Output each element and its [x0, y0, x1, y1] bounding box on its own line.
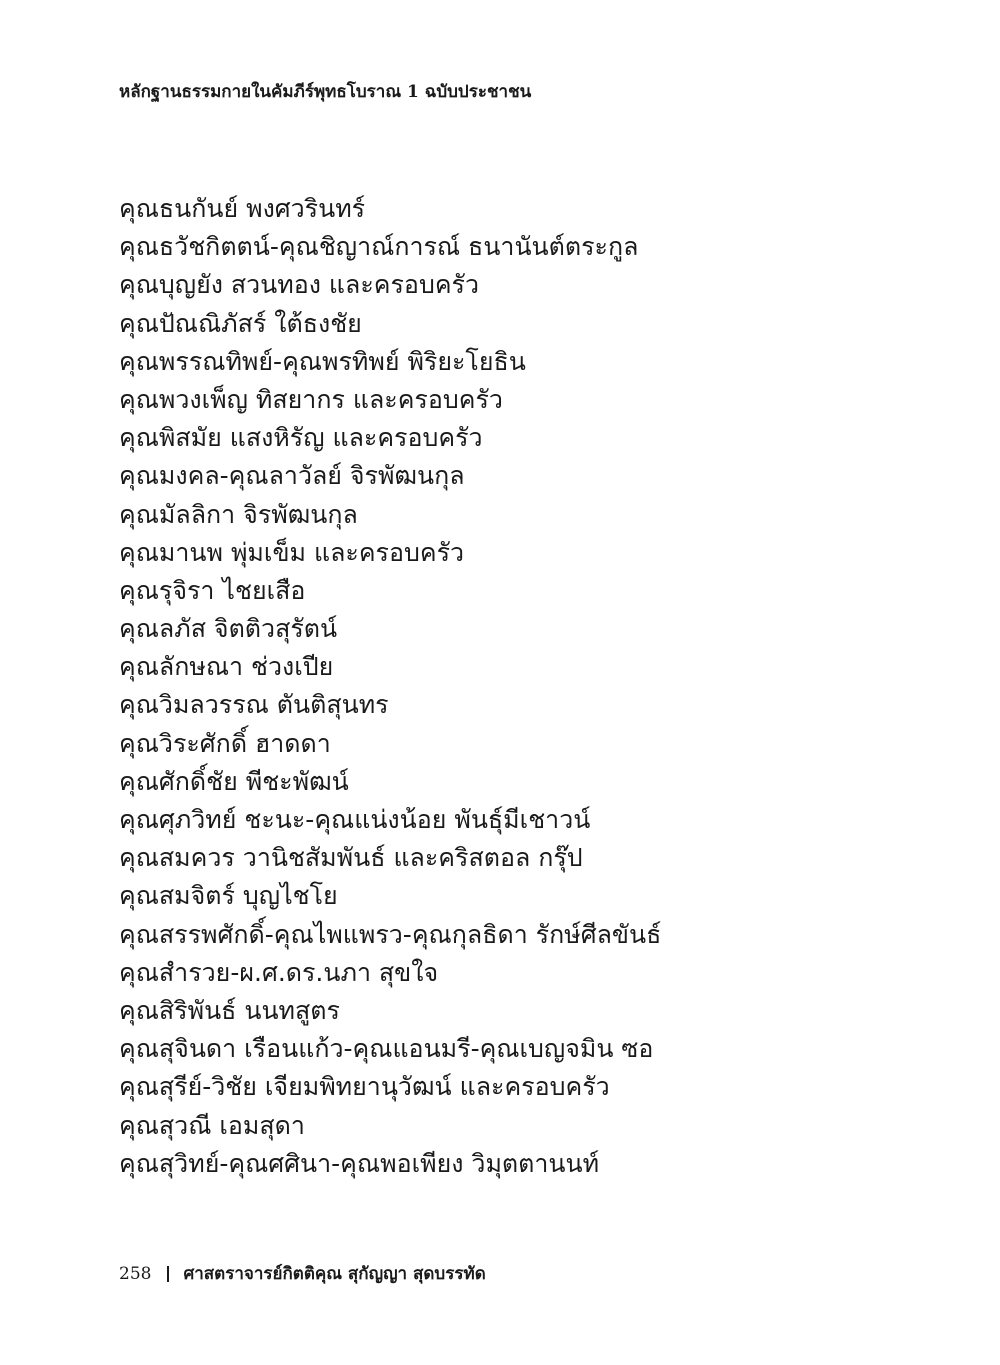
- list-item: คุณธวัชกิตตน์-คุณชิญาณ์การณ์ ธนานันต์ตระกูล: [119, 232, 639, 262]
- list-item: คุณรุจิรา ไชยเสือ: [119, 575, 306, 605]
- list-item: คุณมานพ พุ่มเข็ม และครอบครัว: [119, 537, 465, 567]
- list-item: คุณสมจิตร์ บุญไชโย: [119, 881, 338, 911]
- footer-divider: [167, 1266, 169, 1282]
- list-item: คุณสุวณี เอมสุดา: [119, 1110, 305, 1140]
- list-item: คุณศักดิ์ชัย พีชะพัฒน์: [119, 766, 349, 796]
- list-item: คุณสุรีย์-วิชัย เจียมพิทยานุวัฒน์ และครอบครัว: [119, 1072, 610, 1102]
- list-item: คุณสุวิทย์-คุณศศินา-คุณพอเพียง วิมุตตานนท์: [119, 1148, 600, 1178]
- list-item: คุณลภัส จิตติวสุรัตน์: [119, 614, 338, 644]
- running-footer: [119, 1262, 486, 1286]
- list-item: คุณพวงเพ็ญ ทิสยากร และครอบครัว: [119, 384, 503, 414]
- page-number: 258: [119, 1264, 152, 1284]
- list-item: คุณสรรพศักดิ์-คุณไพแพรว-คุณกุลธิดา รักษ์ศีลขันธ์: [119, 919, 662, 949]
- list-item: คุณวิมลวรรณ ตันติสุนทร: [119, 690, 389, 720]
- donor-name-list: [119, 190, 661, 1183]
- list-item: คุณสิริพันธ์ นนทสูตร: [119, 995, 340, 1025]
- list-item: คุณศุภวิทย์ ชะนะ-คุณแน่งน้อย พันธุ์มีเชาวน์: [119, 805, 591, 834]
- list-item: คุณสมควร วานิชสัมพันธ์ และคริสตอล กรุ๊ป: [119, 843, 583, 873]
- list-item: คุณบุญยัง สวนทอง และครอบครัว: [119, 270, 480, 300]
- list-item: คุณธนกันย์ พงศวรินทร์: [119, 194, 366, 223]
- list-item: คุณพรรณทิพย์-คุณพรทิพย์ พิริยะโยธิน: [119, 346, 526, 376]
- footer-author: ศาสตราจารย์กิตติคุณ สุกัญญา สุดบรรทัด: [183, 1264, 486, 1284]
- list-item: คุณสุจินดา เรือนแก้ว-คุณแอนมรี-คุณเบญจมิน ซอ: [119, 1034, 654, 1064]
- running-header: หลักฐานธรรมกายในคัมภีร์พุทธโบราณ 1 ฉบับประชาชน: [119, 82, 532, 102]
- list-item: คุณวิระศักดิ์ ฮาดดา: [119, 728, 331, 758]
- list-item: คุณมงคล-คุณลาวัลย์ จิรพัฒนกุล: [119, 461, 465, 491]
- list-item: คุณพิสมัย แสงหิรัญ และครอบครัว: [119, 423, 483, 453]
- list-item: คุณปัณณิภัสร์ ใต้ธงชัย: [119, 308, 362, 338]
- list-item: คุณลักษณา ช่วงเปีย: [119, 652, 334, 682]
- list-item: คุณมัลลิกา จิรพัฒนกุล: [119, 499, 358, 529]
- list-item: คุณสำรวย-ผ.ศ.ดร.นภา สุขใจ: [119, 957, 439, 987]
